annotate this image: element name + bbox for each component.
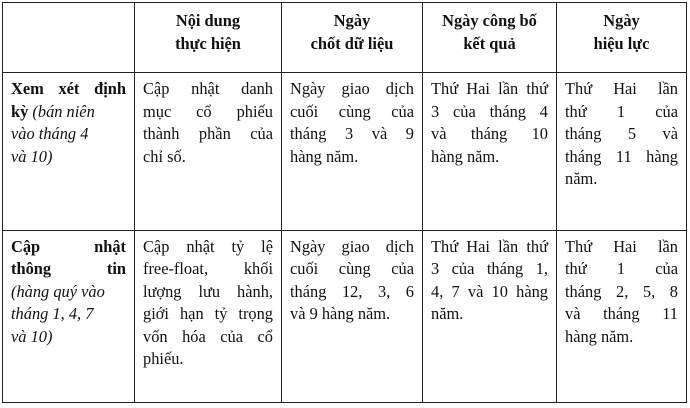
table-cell: Thứ Hai lần thứ 3 của tháng 1, 4, 7 và 10 hàng năm. (423, 230, 557, 402)
row-label-line: Cập nhật (11, 236, 126, 256)
row-label-line: (hàng quý vào (11, 281, 105, 301)
header-row (3, 3, 687, 73)
row-label-line: và 10) (11, 146, 53, 166)
row-label-line: tháng 1, 4, 7 (11, 304, 94, 324)
table-cell: Thứ Hai lần thứ 1 của tháng 5 và tháng 11 hàng năm. (557, 73, 687, 231)
header-cell-content: Nội dung thực hiện (135, 3, 282, 73)
table-row (3, 230, 687, 402)
table-cell: Thứ Hai lần thứ 3 của tháng 4 và tháng 10 hàng năm. (423, 73, 557, 231)
header-cell-effective-date: Ngày hiệu lực (557, 3, 687, 73)
table-cell: Cập nhật tỷ lệ free-float, khối lượng lưu hành, giới hạn tỷ trọng vốn hóa của cổ phiếu. (135, 230, 282, 402)
table-cell: Ngày giao dịch cuối cùng của tháng 3 và 9 hàng năm. (282, 73, 423, 231)
header-cell-data-date: Ngày chốt dữ liệu (282, 3, 423, 73)
row-label-line: vào tháng 4 (11, 124, 89, 144)
row-label-line: kỳ (bán niên (11, 101, 95, 121)
row-label-cell (3, 73, 135, 231)
table-cell: Cập nhật danh mục cổ phiếu thành phần của chỉ số. (135, 73, 282, 231)
table-row (3, 73, 687, 231)
row-label-cell (3, 230, 135, 402)
table-cell: Thứ Hai lần thứ 1 của tháng 2, 5, 8 và tháng 11 hàng năm. (557, 230, 687, 402)
row-label-line: và 10) (11, 326, 53, 346)
header-cell-empty (3, 3, 135, 73)
row-label-line: thông tin (11, 259, 126, 279)
schedule-table (2, 2, 687, 403)
row-label-line: Xem xét định (11, 79, 126, 99)
table-cell: Ngày giao dịch cuối cùng của tháng 12, 3, 6 và 9 hàng năm. (282, 230, 423, 402)
header-cell-announce-date: Ngày công bố kết quả (423, 3, 557, 73)
